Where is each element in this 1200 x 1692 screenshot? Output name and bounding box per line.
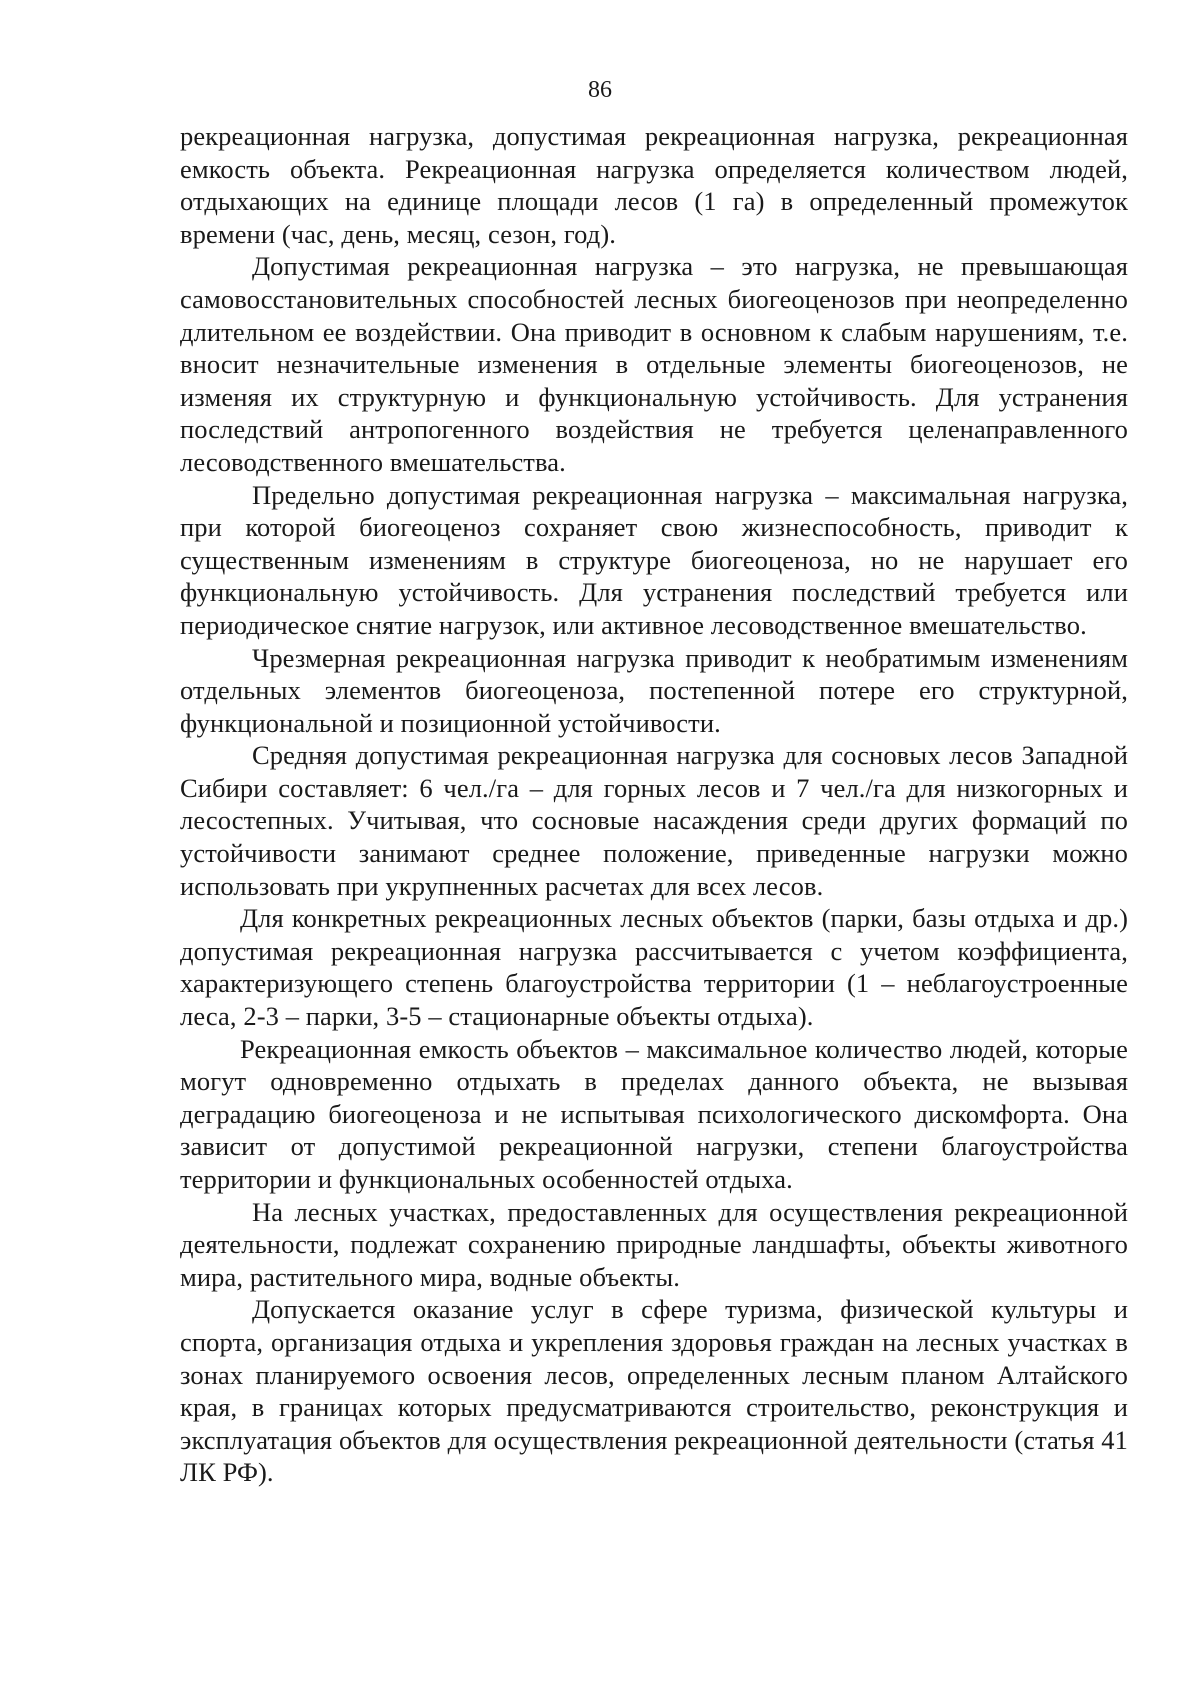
paragraph-6: Для конкретных рекреационных лесных объектов (парки, базы отдыха и др.) допустимая рекреационная нагрузка рассчитывается с учетом коэффициента, характеризующего степень благоустройства территории (1 – неблагоустроенные леса, 2-3 – парки, 3-5 – стационарные объекты отдыха). — [180, 903, 1128, 1032]
paragraph-1: рекреационная нагрузка, допустимая рекреационная нагрузка, рекреационная емкость объекта. Рекреационная нагрузка определяется количеством людей, отдыхающих на единице площади лесов (1 га) в определенный промежуток времени (час, день, месяц, сезон, год). — [180, 121, 1128, 249]
paragraph-9: Допускается оказание услуг в сфере туризма, физической культуры и спорта, организация отдыха и укрепления здоровья граждан на лесных участках в зонах планируемого освоения лесов, определенных лесным планом Алтайского края, в границах которых предусматриваются строительство, реконструкция и эксплуатация объектов для осуществления рекреационной деятельности (статья 41 ЛК РФ). — [180, 1294, 1128, 1488]
page-number: 86 — [588, 77, 612, 103]
paragraph-4: Чрезмерная рекреационная нагрузка приводит к необратимым изменениям отдельных элементов биогеоценоза, постепенной потере его структурной, функциональной и позиционной устойчивости. — [180, 642, 1128, 738]
paragraph-3: Предельно допустимая рекреационная нагрузка – максимальная нагрузка, при которой биогеоценоз сохраняет свою жизнеспособность, приводит к существенным изменениям в структуре биогеоценоза, но не нарушает его функциональную устойчивость. Для устранения последствий требуется или периодическое снятие нагрузок, или активное лесоводственное вмешательство. — [180, 479, 1128, 640]
document-body — [180, 120, 1128, 1489]
paragraph-2: Допустимая рекреационная нагрузка – это нагрузка, не превышающая самовосстановительных способностей лесных биогеоценозов при неопределенно длительном ее воздействии. Она приводит в основном к слабым нарушениям, т.е. вносит незначительные изменения в отдельные элементы биогеоценозов, не изменяя их структурную и функциональную устойчивость. Для устранения последствий антропогенного воздействия не требуется целенаправленного лесоводственного вмешательства. — [180, 251, 1128, 477]
paragraph-7: Рекреационная емкость объектов – максимальное количество людей, которые могут одновременно отдыхать в пределах данного объекта, не вызывая деградацию биогеоценоза и не испытывая психологического дискомфорта. Она зависит от допустимой рекреационной нагрузки, степени благоустройства территории и функциональных особенностей отдыха. — [180, 1033, 1128, 1194]
paragraph-5: Средняя допустимая рекреационная нагрузка для сосновых лесов Западной Сибири составляет: 6 чел./га – для горных лесов и 7 чел./га для низкогорных и лесостепных. Учитывая, что сосновые насаждения среди других формаций по устойчивости занимают среднее положение, приведенные нагрузки можно использовать при укрупненных расчетах для всех лесов. — [180, 740, 1128, 901]
paragraph-8: На лесных участках, предоставленных для осуществления рекреационной деятельности, подлежат сохранению природные ландшафты, объекты животного мира, растительного мира, водные объекты. — [180, 1196, 1128, 1292]
